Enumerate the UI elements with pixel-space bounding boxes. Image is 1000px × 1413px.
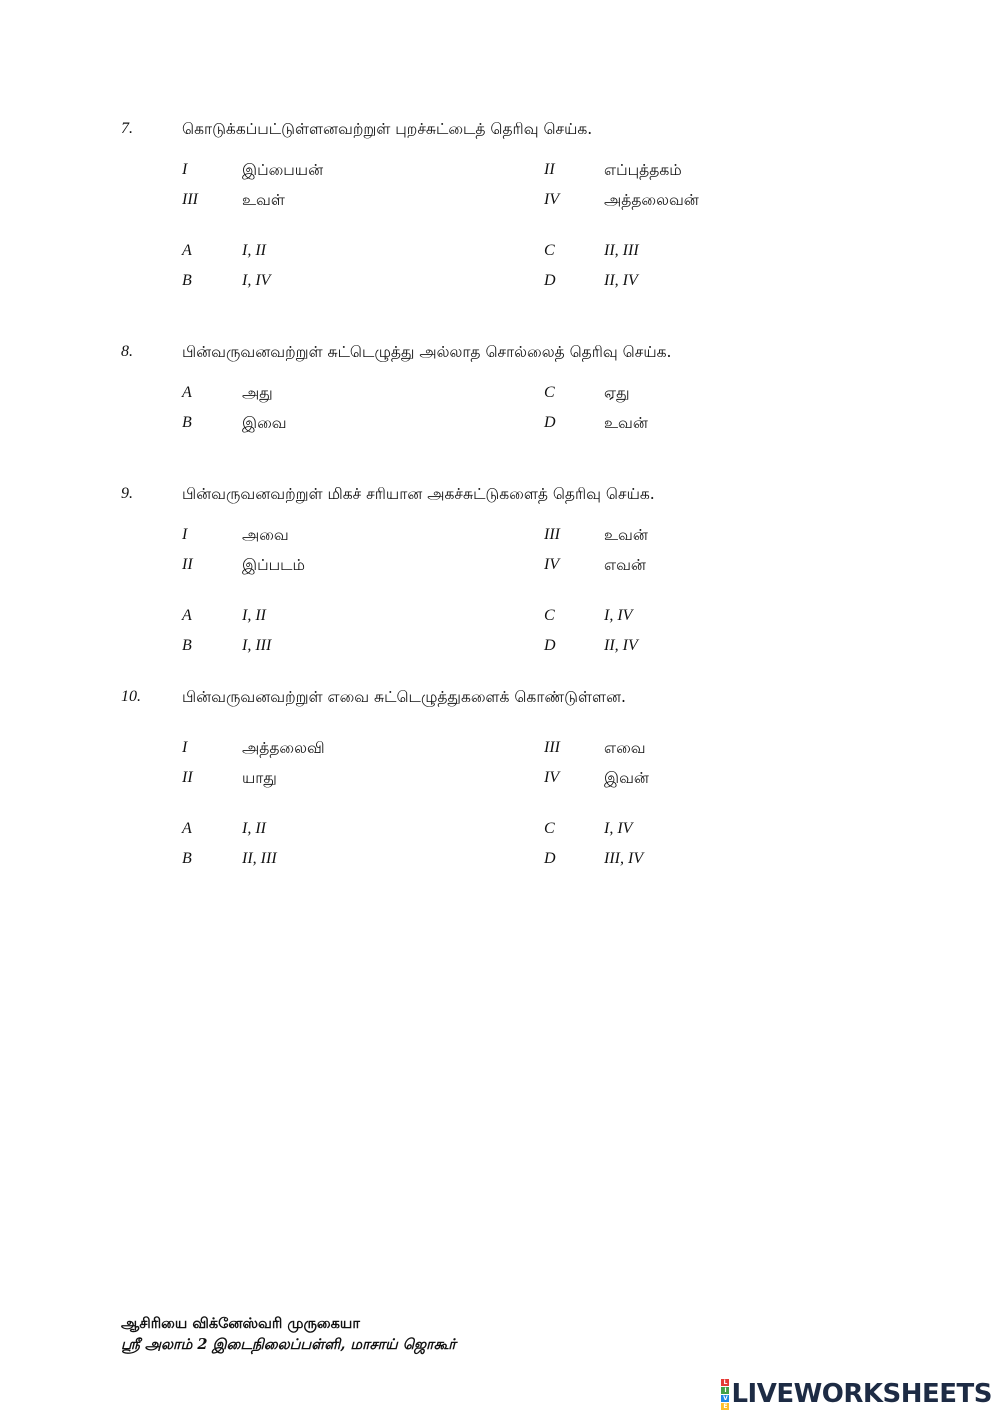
school-name: ஸ்ரீ அலாம் 2 இடைநிலைப்பள்ளி, மாசாய் ஜொகூர் bbox=[121, 1336, 456, 1353]
question-number: 10. bbox=[121, 688, 141, 705]
logo-mark-letter: E bbox=[723, 1402, 728, 1410]
question-number: 9. bbox=[121, 485, 133, 502]
question-text: கொடுக்கப்பட்டுள்ளனவற்றுள் புறச்சுட்டைத் தெரிவு செய்க. bbox=[182, 120, 593, 138]
teacher-name: ஆசிரியை விக்னேஸ்வரி முருகையா bbox=[121, 1315, 360, 1332]
logo-mark-icon bbox=[721, 1378, 729, 1410]
logo-text: LIVEWORKSHEETS bbox=[731, 1379, 992, 1409]
liveworksheets-logo bbox=[721, 1379, 992, 1409]
logo-mark-letter: I bbox=[721, 1387, 729, 1394]
question-text: பின்வருவனவற்றுள் சுட்டெழுத்து அல்லாத சொல்லைத் தெரிவு செய்க. bbox=[182, 343, 672, 361]
footer-credits bbox=[121, 1313, 456, 1355]
question-text: பின்வருவனவற்றுள் எவை சுட்டெழுத்துகளைக் கொண்டுள்ளன. bbox=[182, 688, 626, 706]
question-number: 8. bbox=[121, 343, 133, 360]
logo-mark-letter: V bbox=[723, 1394, 728, 1402]
question-text: பின்வருவனவற்றுள் மிகச் சரியான அகச்சுட்டுகளைத் தெரிவு செய்க. bbox=[182, 485, 655, 503]
logo-mark-letter: L bbox=[721, 1379, 729, 1386]
question-number: 7. bbox=[121, 120, 133, 137]
